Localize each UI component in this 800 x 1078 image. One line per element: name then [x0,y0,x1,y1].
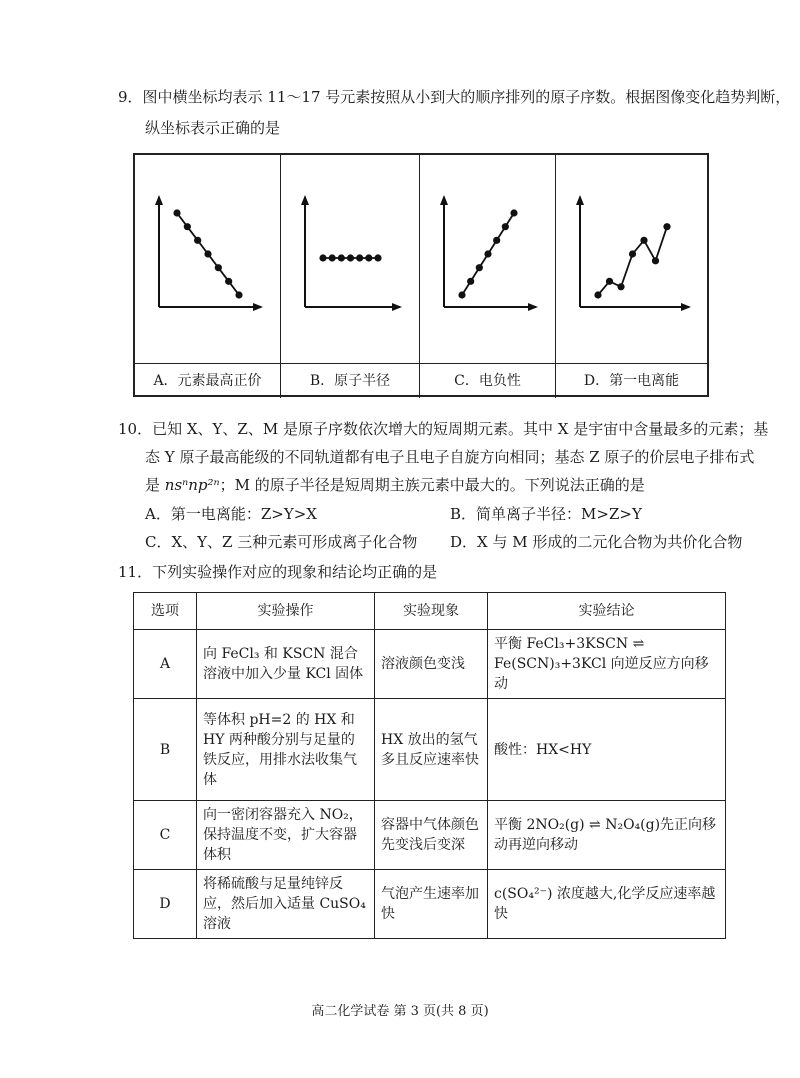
data-point-c-6 [502,223,509,230]
y-arrow-a [155,195,163,205]
graph-c [420,155,554,361]
data-point-a-4 [204,250,211,257]
data-point-a-1 [173,209,180,216]
panel-b-graph [281,155,420,363]
caption-a[interactable]: A．元素最高正价 [135,364,281,398]
row-b-operation: 等体积 pH=2 的 HX 和 HY 两种酸分别与足量的铁反应，用排水法收集气体 [197,699,375,801]
data-point-a-6 [225,278,232,285]
data-point-b-7 [374,254,381,261]
row-a-phenomenon: 溶液颜色变浅 [375,630,488,699]
data-point-b-1 [319,254,326,261]
q11-table [133,592,726,939]
table-row [134,801,726,870]
row-d-phenomenon: 气泡产生速率加快 [375,870,488,939]
q11-stem: 11．下列实验操作对应的现象和结论均正确的是 [118,563,438,581]
q10-option-d[interactable]: D．X 与 M 形成的二元化合物为共价化合物 [450,533,743,551]
q9-figure [133,153,709,397]
graph-d [556,155,707,361]
table-row [134,870,726,939]
x-arrow-d [681,303,691,311]
header-option: 选项 [134,593,197,630]
q9-stem-line2: 纵坐标表示正确的是 [145,119,281,137]
row-c-operation: 向一密闭容器充入 NO₂，保持温度不变，扩大容器体积 [197,801,375,870]
header-conclusion: 实验结论 [488,593,726,630]
row-c-conclusion: 平衡 2NO₂(g) ⇌ N₂O₄(g)先正向移动再逆向移动 [488,801,726,870]
data-point-b-4 [347,254,354,261]
graph-b [281,155,418,361]
table-header-row [134,593,726,630]
row-a-operation: 向 FeCl₃ 和 KSCN 混合溶液中加入少量 KCl 固体 [197,630,375,699]
row-c-phenomenon: 容器中气体颜色先变浅后变深 [375,801,488,870]
data-point-b-3 [338,254,345,261]
row-c-option[interactable]: C [134,801,197,870]
q10-line3-suffix: ；M 的原子半径是短周期主族元素中最大的。下列说法正确的是 [219,476,645,494]
q10-option-b[interactable]: B．简单离子半径：M>Z>Y [450,505,642,523]
q10-stem-line1: 10．已知 X、Y、Z、M 是原子序数依次增大的短周期元素。其中 X 是宇宙中含量最多的元素；基 [118,420,769,438]
y-arrow-d [576,195,584,205]
q10-option-a[interactable]: A．第一电离能：Z>Y>X [145,505,317,523]
row-d-operation: 将稀硫酸与足量纯锌反应，然后加入适量 CuSO₄ 溶液 [197,870,375,939]
q10-stem-line3 [145,474,645,496]
data-point-d-4 [629,250,636,257]
row-a-conclusion: 平衡 FeCl₃+3KSCN ⇌ Fe(SCN)₃+3KCl 向逆反应方向移动 [488,630,726,699]
data-point-b-5 [356,254,363,261]
q10-formula: nsⁿnp²ⁿ [164,476,220,494]
x-arrow-b [392,303,402,311]
data-point-d-1 [594,291,601,298]
data-point-b-6 [365,254,372,261]
graph-a [135,155,279,361]
data-point-d-2 [606,278,613,285]
data-point-a-2 [184,223,191,230]
data-point-c-2 [467,278,474,285]
header-operation: 实验操作 [197,593,375,630]
x-arrow-c [528,303,538,311]
data-point-b-2 [329,254,336,261]
table-row [134,699,726,801]
row-b-phenomenon: HX 放出的氢气多且反应速率快 [375,699,488,801]
data-point-c-5 [493,237,500,244]
row-d-conclusion: c(SO₄²⁻) 浓度越大,化学反应速率越快 [488,870,726,939]
data-point-a-5 [215,264,222,271]
q9-stem-line1: 9．图中横坐标均表示 11～17 号元素按照从小到大的顺序排列的原子序数。根据图像变化趋势判断， [118,88,791,106]
panel-c-graph [420,155,556,363]
y-arrow-c [440,195,448,205]
panel-d-graph [556,155,707,363]
data-point-a-7 [235,291,242,298]
caption-d[interactable]: D．第一电离能 [583,373,680,389]
data-point-d-5 [640,237,647,244]
caption-b[interactable]: B．原子半径 [281,364,420,398]
data-point-d-3 [617,283,624,290]
header-phenomenon: 实验现象 [375,593,488,630]
y-arrow-b [301,195,309,205]
data-point-a-3 [194,237,201,244]
q10-stem-line2: 态 Y 原子最高能级的不同轨道都有电子且电子自旋方向相同；基态 Z 原子的价层电子排布式 [145,448,755,466]
row-a-option[interactable]: A [134,630,197,699]
panel-a-graph [135,155,281,363]
data-point-d-7 [663,223,670,230]
caption-c[interactable]: C．电负性 [420,364,556,398]
x-arrow-a [253,303,263,311]
data-point-c-7 [510,209,517,216]
data-point-c-3 [476,264,483,271]
table-row [134,630,726,699]
row-b-conclusion: 酸性：HX<HY [488,699,726,801]
row-b-option[interactable]: B [134,699,197,801]
page-footer: 高二化学试卷 第 3 页(共 8 页) [311,1004,489,1019]
q10-option-c[interactable]: C．X、Y、Z 三种元素可形成离子化合物 [145,533,418,551]
row-d-option[interactable]: D [134,870,197,939]
data-point-c-1 [458,291,465,298]
q10-line3-prefix: 是 [145,476,165,494]
caption-row [135,363,707,397]
data-point-d-6 [652,257,659,264]
data-point-c-4 [484,250,491,257]
